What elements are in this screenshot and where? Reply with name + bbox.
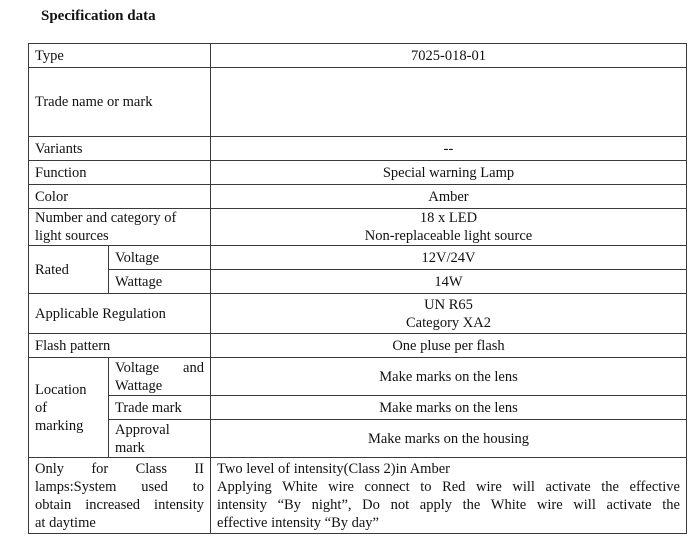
marking-label-line: Location of: [35, 381, 87, 416]
table-row: [29, 137, 687, 161]
marking-voltage-wattage-label: [109, 358, 211, 396]
marking-trade-mark-label: Trade mark: [109, 396, 211, 420]
light-sources-label: [29, 209, 211, 246]
regulation-value-line: Category XA2: [406, 314, 491, 331]
light-sources-label-line: Number and category of: [35, 210, 177, 226]
marking-trade-mark-value: Make marks on the lens: [211, 396, 687, 420]
table-row: [29, 294, 687, 334]
class2-value-line: Two level of intensity(Class 2)in Amber: [217, 460, 450, 477]
regulation-value: [211, 294, 687, 334]
light-sources-value-line: 18 x LED: [419, 210, 478, 226]
class2-label-line: at daytime: [35, 514, 96, 531]
table-row: [29, 458, 687, 534]
class2-value: [211, 458, 687, 534]
class2-value-line: intensity “By night”, Do not apply the White wire will activate the: [217, 496, 680, 513]
table-row: [29, 68, 687, 137]
class2-label: [29, 458, 211, 534]
table-row: [29, 246, 687, 270]
color-value: Amber: [211, 185, 687, 209]
rated-label: Rated: [29, 246, 109, 294]
trade-name-label: Trade name or mark: [29, 68, 211, 137]
class2-label-line: Only for Class II: [35, 460, 204, 477]
regulation-value-line: UN R65: [424, 296, 473, 313]
light-sources-value-line: Non-replaceable light source: [364, 228, 533, 244]
variants-label: Variants: [29, 137, 211, 161]
table-row: [29, 44, 687, 68]
table-row: [29, 420, 687, 458]
regulation-label: Applicable Regulation: [29, 294, 211, 334]
marking-voltage-wattage-value: Make marks on the lens: [211, 358, 687, 396]
flash-pattern-value: One pluse per flash: [211, 334, 687, 358]
table-row: [29, 161, 687, 185]
marking-label: [29, 358, 109, 458]
table-row: [29, 209, 687, 246]
table-row: [29, 185, 687, 209]
class2-value-line: Applying White wire connect to Red wire will activate the effective: [217, 478, 680, 495]
rated-voltage-value: 12V/24V: [211, 246, 687, 270]
flash-pattern-label: Flash pattern: [29, 334, 211, 358]
marking-approval-label: [109, 420, 211, 458]
function-value: Special warning Lamp: [211, 161, 687, 185]
marking-approval-line: mark: [115, 439, 145, 456]
color-label: Color: [29, 185, 211, 209]
class2-label-line: lamps:System used to: [35, 478, 204, 495]
class2-value-line: effective intensity “By day”: [217, 514, 379, 531]
type-value: 7025-018-01: [211, 44, 687, 68]
marking-label-line: marking: [35, 417, 84, 434]
table-row: [29, 396, 687, 420]
specification-table: [28, 43, 687, 534]
light-sources-value: [211, 209, 687, 246]
table-row: [29, 334, 687, 358]
table-row: [29, 270, 687, 294]
marking-approval-line: Approval: [115, 421, 170, 438]
variants-value: --: [211, 137, 687, 161]
table-row: [29, 358, 687, 396]
section-heading: Specification data: [41, 8, 156, 24]
marking-voltage-wattage-line: Wattage: [115, 377, 163, 394]
marking-approval-value: Make marks on the housing: [211, 420, 687, 458]
function-label: Function: [29, 161, 211, 185]
rated-voltage-label: Voltage: [109, 246, 211, 270]
marking-voltage-wattage-line: Voltage and: [115, 359, 204, 376]
rated-wattage-value: 14W: [211, 270, 687, 294]
light-sources-label-line: light sources: [35, 228, 109, 244]
type-label: Type: [29, 44, 211, 68]
rated-wattage-label: Wattage: [109, 270, 211, 294]
class2-label-line: obtain increased intensity: [35, 496, 204, 513]
trade-name-value: [211, 68, 687, 137]
